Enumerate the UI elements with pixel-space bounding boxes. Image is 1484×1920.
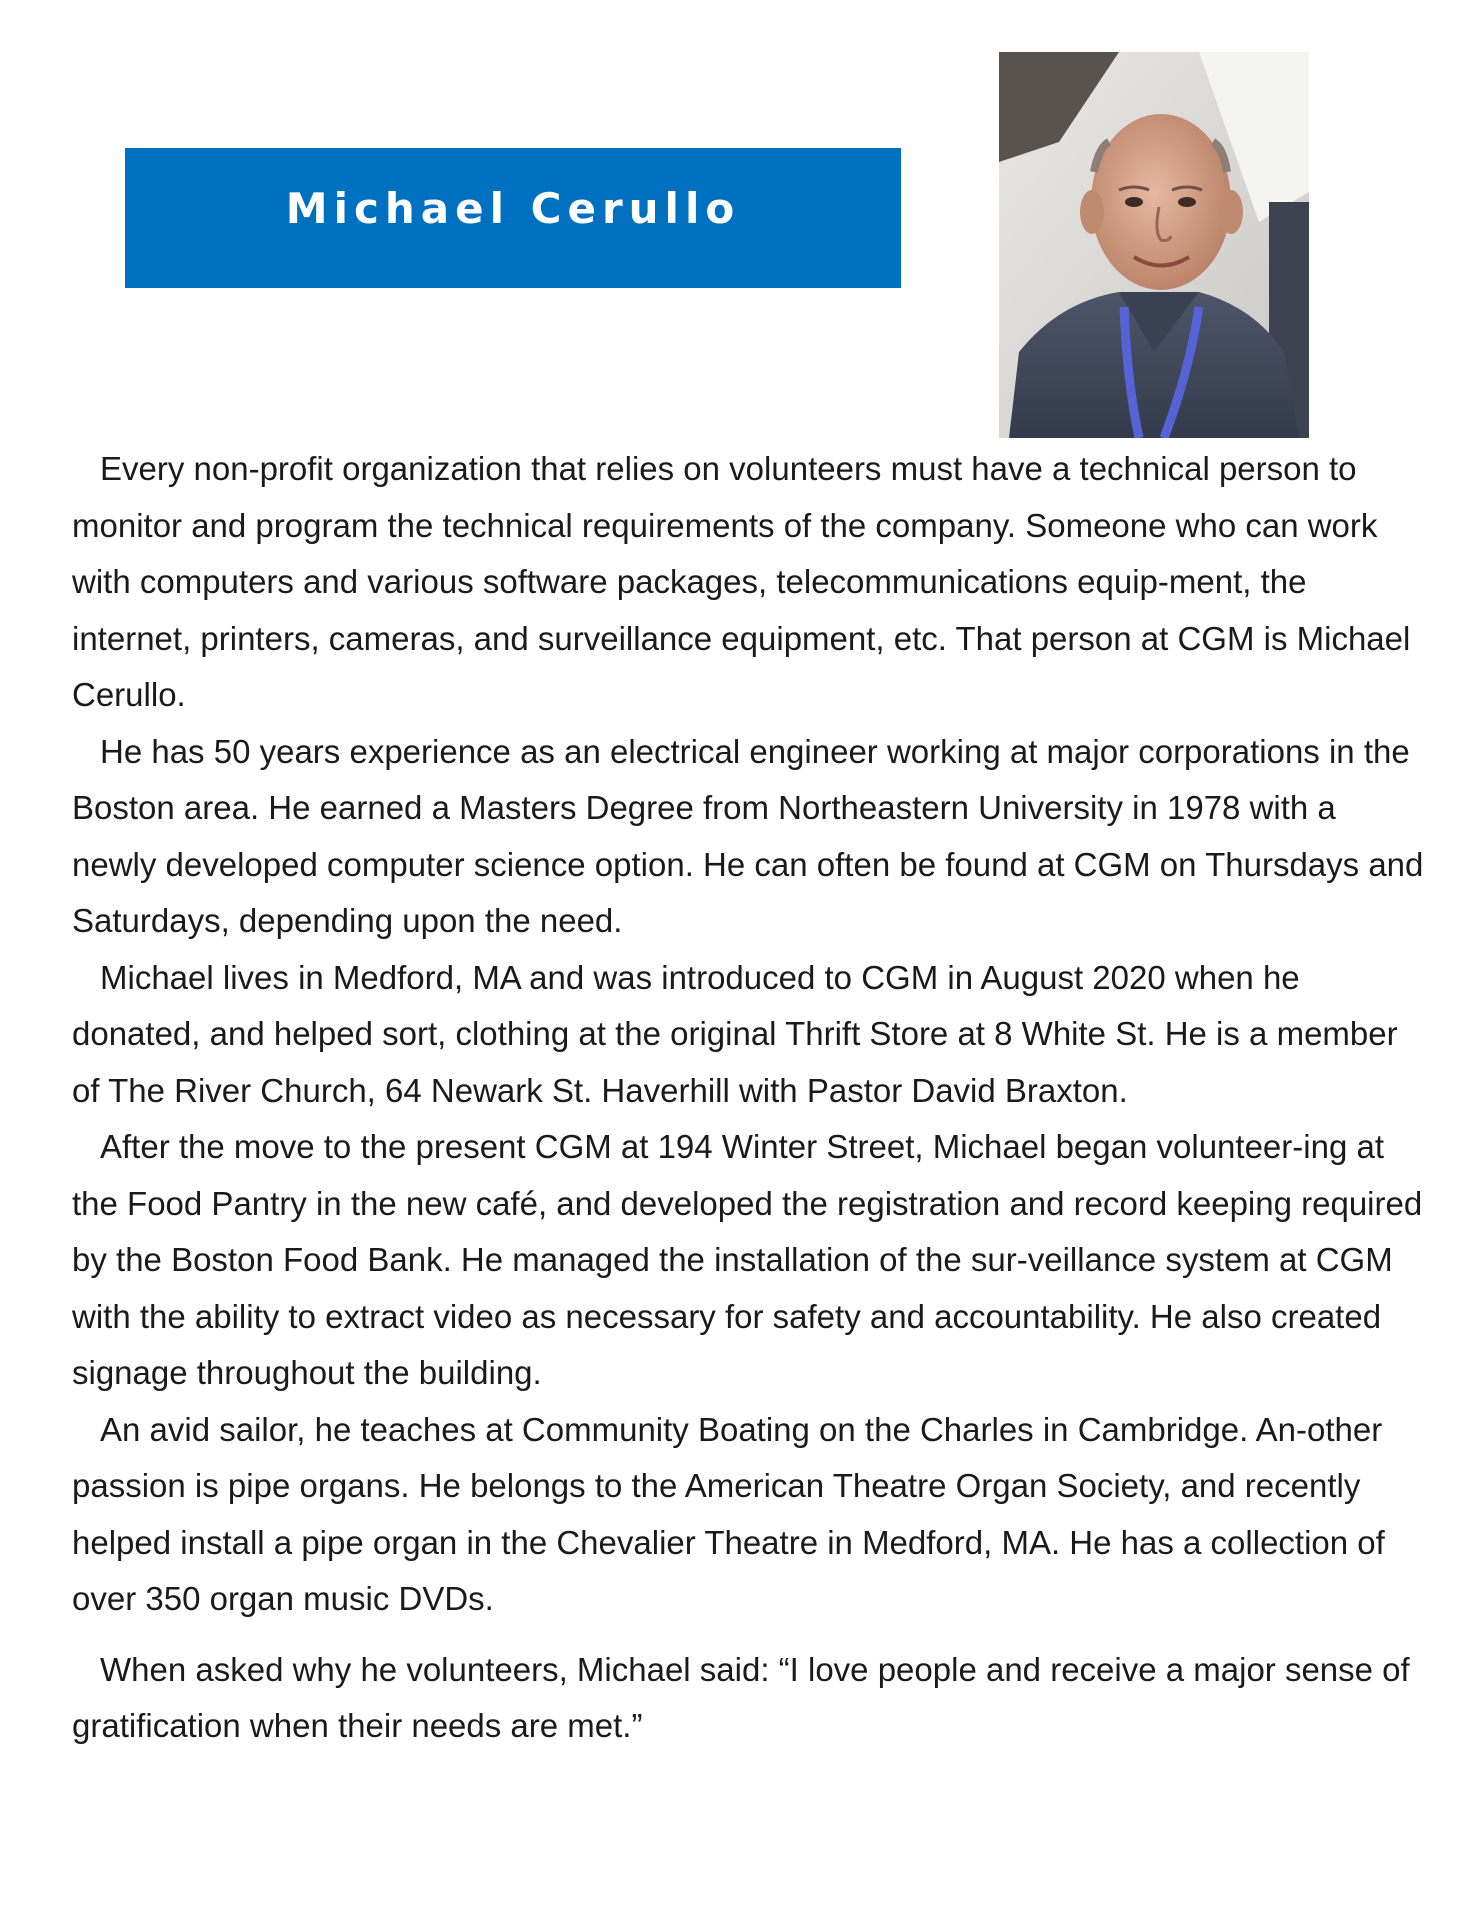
title-banner — [125, 148, 901, 288]
portrait-photo — [999, 52, 1309, 438]
bio-paragraph: He has 50 years experience as an electrical engineer working at major corporations in the Boston area. He earned a Masters Degree from Northeastern University in 1978 with a newly developed computer science option. He can often be found at CGM on Thursdays and Saturdays, depending upon the need. — [72, 732, 1424, 939]
portrait-image — [999, 52, 1309, 438]
page-title: Michael Cerullo — [285, 183, 741, 233]
bio-text — [72, 441, 1427, 1755]
bio-paragraph: An avid sailor, he teaches at Community Boating on the Charles in Cambridge. An-other passion is pipe organs. He belongs to the American Theatre Organ Society, and recently helped install a pipe organ in the Chevalier Theatre in Medford, MA. He has a collection of over 350 organ music DVDs. — [72, 1410, 1385, 1617]
bio-paragraph: Michael lives in Medford, MA and was introduced to CGM in August 2020 when he donated, and helped sort, clothing at the original Thrift Store at 8 White St. He is a member of The River Church, 64 Newark St. Haverhill with Pastor David Braxton. — [72, 958, 1398, 1109]
bio-quote-paragraph: When asked why he volunteers, Michael said: “I love people and receive a major sense of gratification when their needs are met.” — [72, 1650, 1410, 1744]
bio-paragraph: Every non-profit organization that relies on volunteers must have a technical person to monitor and program the technical requirements of the company. Someone who can work with computers and various software packages, telecommunications equip-ment, the internet, printers, cameras, and surveillance equipment, etc. That person at CGM is Michael Cerullo. — [72, 450, 1411, 713]
bio-paragraph: After the move to the present CGM at 194 Winter Street, Michael began volunteer-ing at the Food Pantry in the new café, and developed the registration and record keeping required by the Boston Food Bank. He managed the installation of the sur-veillance system at CGM with the ability to extract video as necessary for safety and accountability. He also created signage throughout the building. — [72, 1128, 1423, 1391]
